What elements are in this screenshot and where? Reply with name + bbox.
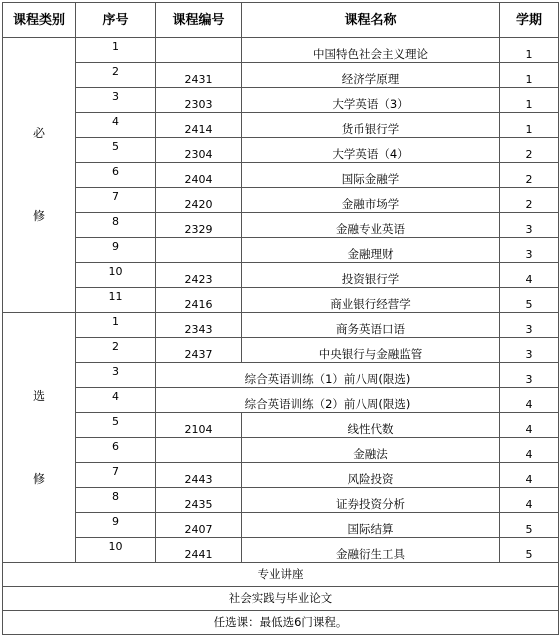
course-name-cell: 经济学原理 <box>242 63 500 88</box>
category-elective-label <box>3 390 75 486</box>
table-row <box>3 363 559 388</box>
code-cell: 2435 <box>156 488 242 513</box>
footer-lecture: 专业讲座 <box>3 563 559 587</box>
seq-cell: 6 <box>76 438 156 463</box>
table-row <box>3 238 559 263</box>
table-row <box>3 388 559 413</box>
course-name-cell: 线性代数 <box>242 413 500 438</box>
term-cell: 3 <box>500 313 559 338</box>
course-name-cell: 大学英语（3） <box>242 88 500 113</box>
category-elective-char-2: 修 <box>32 471 45 486</box>
course-name-cell: 中国特色社会主义理论 <box>242 38 500 63</box>
term-cell: 3 <box>500 213 559 238</box>
seq-cell: 7 <box>76 188 156 213</box>
table-row <box>3 188 559 213</box>
course-name-cell: 金融衍生工具 <box>242 538 500 563</box>
seq-cell: 10 <box>76 538 156 563</box>
seq-cell: 3 <box>76 363 156 388</box>
code-cell: 2416 <box>156 288 242 313</box>
term-cell: 4 <box>500 413 559 438</box>
seq-cell: 9 <box>76 238 156 263</box>
term-cell: 4 <box>500 463 559 488</box>
code-cell: 2431 <box>156 63 242 88</box>
table-body <box>3 38 559 563</box>
code-cell: 2420 <box>156 188 242 213</box>
category-required-char-1: 必 <box>32 126 45 140</box>
code-cell: 2304 <box>156 138 242 163</box>
table-row <box>3 38 559 63</box>
term-cell: 2 <box>500 163 559 188</box>
term-cell: 4 <box>500 388 559 413</box>
category-required <box>3 38 76 313</box>
category-required-char-2: 修 <box>32 209 45 223</box>
table-row <box>3 163 559 188</box>
term-cell: 2 <box>500 188 559 213</box>
term-cell: 4 <box>500 438 559 463</box>
header-category: 课程类别 <box>3 3 76 38</box>
table-row <box>3 338 559 363</box>
term-cell: 2 <box>500 138 559 163</box>
seq-cell: 6 <box>76 163 156 188</box>
course-name-cell: 证券投资分析 <box>242 488 500 513</box>
code-cell: 2343 <box>156 313 242 338</box>
course-name-cell: 国际金融学 <box>242 163 500 188</box>
course-name-cell: 金融法 <box>242 438 500 463</box>
category-required-label <box>3 127 75 223</box>
code-cell <box>156 38 242 63</box>
code-cell: 2404 <box>156 163 242 188</box>
seq-cell: 4 <box>76 113 156 138</box>
code-cell: 2303 <box>156 88 242 113</box>
seq-cell: 2 <box>76 338 156 363</box>
table-row <box>3 513 559 538</box>
footer-practice: 社会实践与毕业论文 <box>3 587 559 611</box>
table-row <box>3 288 559 313</box>
footer-row-note <box>3 611 559 635</box>
seq-cell: 5 <box>76 413 156 438</box>
term-cell: 5 <box>500 288 559 313</box>
term-cell: 1 <box>500 88 559 113</box>
table-row <box>3 113 559 138</box>
header-seq: 序号 <box>76 3 156 38</box>
header-row <box>3 3 559 38</box>
term-cell: 3 <box>500 238 559 263</box>
table-row <box>3 463 559 488</box>
code-cell <box>156 438 242 463</box>
header-term: 学期 <box>500 3 559 38</box>
seq-cell: 10 <box>76 263 156 288</box>
course-name-cell: 金融市场学 <box>242 188 500 213</box>
seq-cell: 4 <box>76 388 156 413</box>
course-table <box>2 2 559 635</box>
table-row <box>3 413 559 438</box>
seq-cell: 9 <box>76 513 156 538</box>
term-cell: 5 <box>500 538 559 563</box>
table-row <box>3 438 559 463</box>
footer-note: 任选课：最低选6门课程。 <box>3 611 559 635</box>
course-name-cell: 金融专业英语 <box>242 213 500 238</box>
course-name-cell: 风险投资 <box>242 463 500 488</box>
footer-row-practice <box>3 587 559 611</box>
table-row <box>3 538 559 563</box>
table-row <box>3 63 559 88</box>
code-cell: 2329 <box>156 213 242 238</box>
course-name-cell: 投资银行学 <box>242 263 500 288</box>
term-cell: 1 <box>500 113 559 138</box>
code-cell <box>156 238 242 263</box>
code-cell: 2443 <box>156 463 242 488</box>
term-cell: 3 <box>500 363 559 388</box>
seq-cell: 1 <box>76 313 156 338</box>
category-elective-char-1: 选 <box>32 388 45 403</box>
course-name-cell: 商务英语口语 <box>242 313 500 338</box>
seq-cell: 1 <box>76 38 156 63</box>
seq-cell: 8 <box>76 213 156 238</box>
course-name-cell: 综合英语训练（1）前八周(限选) <box>156 363 500 388</box>
table-row <box>3 313 559 338</box>
header-name: 课程名称 <box>242 3 500 38</box>
seq-cell: 5 <box>76 138 156 163</box>
course-name-cell: 综合英语训练（2）前八周(限选) <box>156 388 500 413</box>
course-name-cell: 中央银行与金融监管 <box>242 338 500 363</box>
table-row <box>3 263 559 288</box>
table-row <box>3 88 559 113</box>
term-cell: 4 <box>500 263 559 288</box>
course-name-cell: 国际结算 <box>242 513 500 538</box>
footer-row-lecture <box>3 563 559 587</box>
course-name-cell: 金融理财 <box>242 238 500 263</box>
table-row <box>3 138 559 163</box>
category-elective <box>3 313 76 563</box>
term-cell: 4 <box>500 488 559 513</box>
course-name-cell: 商业银行经营学 <box>242 288 500 313</box>
table-row <box>3 488 559 513</box>
header-code: 课程编号 <box>156 3 242 38</box>
seq-cell: 8 <box>76 488 156 513</box>
code-cell: 2407 <box>156 513 242 538</box>
code-cell: 2423 <box>156 263 242 288</box>
table-row <box>3 213 559 238</box>
course-name-cell: 货币银行学 <box>242 113 500 138</box>
term-cell: 5 <box>500 513 559 538</box>
code-cell: 2414 <box>156 113 242 138</box>
seq-cell: 11 <box>76 288 156 313</box>
term-cell: 1 <box>500 38 559 63</box>
course-name-cell: 大学英语（4） <box>242 138 500 163</box>
seq-cell: 3 <box>76 88 156 113</box>
seq-cell: 2 <box>76 63 156 88</box>
code-cell: 2441 <box>156 538 242 563</box>
term-cell: 3 <box>500 338 559 363</box>
code-cell: 2104 <box>156 413 242 438</box>
term-cell: 1 <box>500 63 559 88</box>
code-cell: 2437 <box>156 338 242 363</box>
seq-cell: 7 <box>76 463 156 488</box>
